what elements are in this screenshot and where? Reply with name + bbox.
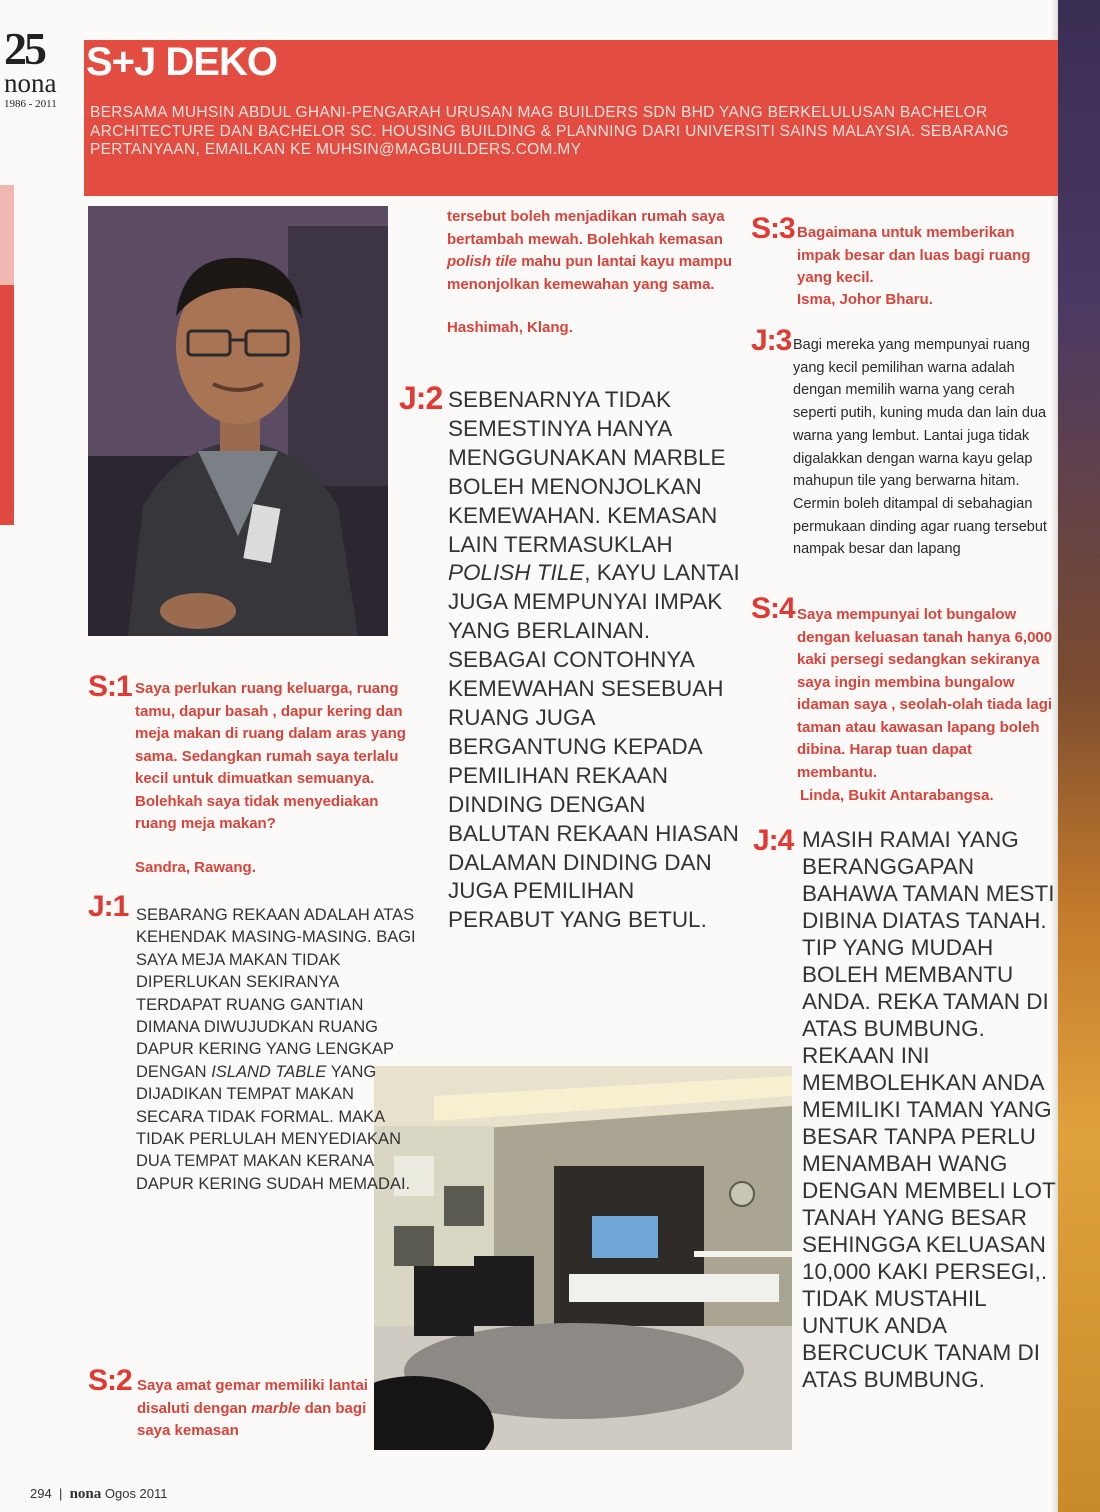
answer-1-text — [136, 904, 418, 1195]
answer-2-text — [448, 386, 740, 935]
question-2-text-end: dan bagi saya kemasan — [137, 1399, 367, 1439]
question-1-text: Saya perlukan ruang keluarga, ruang tamu, dapur basah , dapur kering dan meja makan di ruang dalam aras yang sama. Sedangkan rumah saya terlalu kecil untuk dimuatkan semuanya. Bolehkah saya tidak menyediakan ruang meja makan? — [135, 680, 406, 832]
question-2-cont-emphasis: polish tile — [447, 253, 518, 270]
footer-separator: | — [58, 1486, 63, 1501]
answer-1-text-start: SEBARANG REKAAN ADALAH ATAS KEHENDAK MASING-MASING. BAGI SAYA MEJA MAKAN TIDAK DIPERLUKAN SEKIRANYA TERDAPAT RUANG GANTIAN DIMANA DIWUJUDKAN RUANG DAPUR KERING YANG LENGKAP DENGAN — [136, 906, 416, 1081]
question-4-text: Saya mempunyai lot bungalow dengan keluasan tanah hanya 6,000 kaki persegi sedangkan sekiranya saya ingin membina bungalow idaman saya , seolah-olah tiada lagi taman atau kawasan lapang boleh dibina. Harap tuan dapat membantu. — [797, 606, 1053, 781]
question-2-text — [137, 1375, 369, 1443]
page-number: 294 — [30, 1486, 52, 1501]
intro-text: BERSAMA MUHSIN ABDUL GHANI-PENGARAH URUSAN MAG BUILDERS SDN BHD YANG BERKELULUSAN BACHELOR ARCHITECTURE DAN BACHELOR SC. HOUSING BUILDING & PLANNING DARI UNIVERSITI SAINS MALAYSIA. SEBARANG PERTANYAAN, EMAILKAN KE MUHSIN@MAGBUILDERS.COM.MY — [90, 104, 1009, 158]
answer-4-label: J:4 — [753, 824, 794, 857]
question-2-continued — [447, 206, 747, 296]
question-4-label: S:4 — [751, 592, 795, 625]
answer-3-text: Bagi mereka yang mempunyai ruang yang kecil pemilihan warna adalah dengan memilih warna yang cerah seperti putih, kuning muda dan lain dua warna yang lembut. Lantai juga tidak digalakkan dengan warna kayu gelap mahupun tile yang berwarna hitam. Cermin boleh ditampal di sebahagian permukaan dinding agar ruang tersebut nampak besar dan lapang — [793, 337, 1047, 558]
question-2-cont-end: mahu pun lantai kayu mampu menonjolkan kemewahan yang sama. — [447, 253, 733, 293]
logo-brand: nona — [4, 68, 57, 98]
answer-2-label: J:2 — [399, 380, 443, 416]
question-1-signature: Sandra, Rawang. — [135, 859, 256, 876]
question-2-cont-start: tersebut boleh menjadikan rumah saya bertambah mewah. Bolehkah kemasan — [447, 208, 725, 248]
logo-number: 25 — [4, 23, 44, 74]
question-3-label: S:3 — [751, 212, 795, 245]
section-title: S+J DEKO — [86, 40, 277, 84]
question-4-signature: Linda, Bukit Antarabangsa. — [800, 787, 994, 804]
answer-3-label: J:3 — [751, 324, 792, 357]
page-footer — [30, 1486, 168, 1503]
answer-2-text-start: SEBENARNYA TIDAK SEMESTINYA HANYA MENGGUNAKAN MARBLE BOLEH MENONJOLKAN KEMEWAHAN. KEMASAN LAIN TERMASUKLAH — [448, 387, 726, 557]
living-room-photo — [374, 1066, 792, 1450]
answer-2-text-end: , KAYU LANTAI JUGA MEMPUNYAI IMPAK YANG BERLAINAN. SEBAGAI CONTOHNYA KEMEWAHAN SESEBUAH RUANG JUGA BERGANTUNG KEPADA PEMILIHAN REKAAN DINDING DENGAN BALUTAN REKAAN HIASAN DALAMAN DINDING DAN JUGA PEMILIHAN PERABUT YANG BETUL. — [448, 560, 740, 933]
portrait-illustration — [88, 206, 388, 636]
question-2-emphasis: marble — [251, 1399, 301, 1417]
question-3-text: Bagaimana untuk memberikan impak besar dan luas bagi ruang yang kecil. — [797, 224, 1031, 286]
question-2-text-start: Saya amat gemar memiliki lantai disaluti dengan — [137, 1377, 368, 1417]
answer-1-emphasis: ISLAND TABLE — [211, 1062, 327, 1081]
question-1-label: S:1 — [88, 670, 132, 703]
footer-brand: nona — [69, 1486, 102, 1502]
question-3-signature: Isma, Johor Bharu. — [797, 291, 933, 308]
answer-4-text: MASIH RAMAI YANG BERANGGAPAN BAHAWA TAMAN MESTI DIBINA DIATAS TANAH. TIP YANG MUDAH BOLEH MEMBANTU ANDA. REKA TAMAN DI ATAS BUMBUNG. REKAAN INI MEMBOLEHKAN ANDA MEMILIKI TAMAN YANG BESAR TANPA PERLU MENAMBAH WANG DENGAN MEMBELI LOT TANAH YANG BESAR SEHINGGA KELUASAN 10,000 KAKI PERSEGI,. TIDAK MUSTAHIL UNTUK ANDA BERCUCUK TANAM DI ATAS BUMBUNG. — [802, 827, 1056, 1392]
anniversary-logo — [4, 23, 76, 136]
question-2-signature: Hashimah, Klang. — [447, 319, 573, 336]
room-illustration — [374, 1066, 792, 1450]
logo-years: 1986 - 2011 — [4, 98, 57, 110]
answer-1-text-end: YANG DIJADIKAN TEMPAT MAKAN SECARA TIDAK FORMAL. MAKA TIDAK PERLULAH MENYEDIAKAN DUA TEMPAT MAKAN KERANA DAPUR KERING SUDAH MEMADAI. — [136, 1062, 411, 1193]
question-2-label: S:2 — [88, 1364, 132, 1397]
adjacent-page-edge — [1058, 0, 1100, 1512]
footer-issue: Ogos 2011 — [104, 1486, 168, 1501]
answer-2-emphasis: POLISH TILE — [448, 560, 585, 586]
left-accent-red — [0, 285, 14, 525]
answer-1-label: J:1 — [88, 890, 129, 923]
left-accent-pink — [0, 185, 14, 285]
author-portrait-photo — [88, 206, 388, 636]
